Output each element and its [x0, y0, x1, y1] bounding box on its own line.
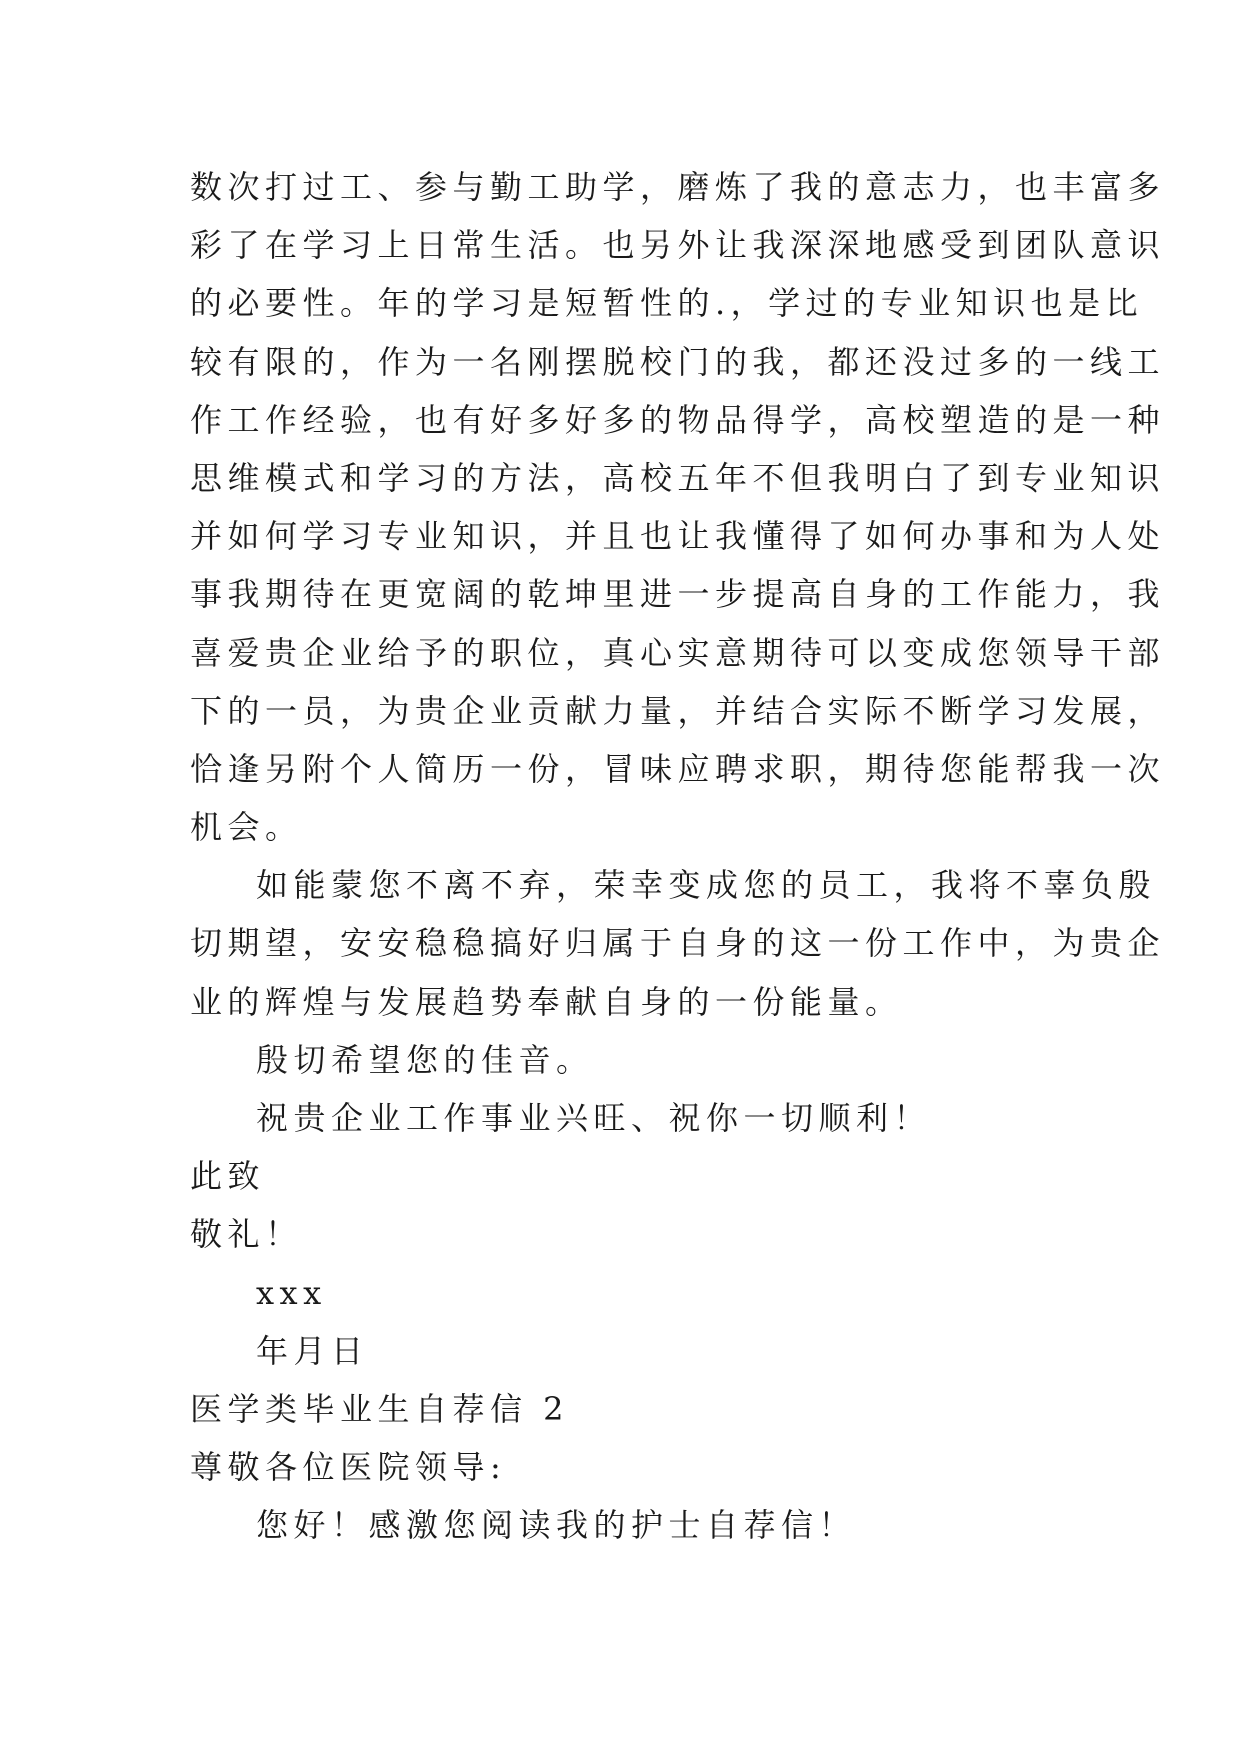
text-line: 彩了在学习上日常生活。也另外让我深深地感受到团队意识: [190, 226, 1166, 265]
closing-blessing: 祝贵企业工作事业兴旺、祝你一切顺利！: [256, 1099, 932, 1137]
text-line: 恰逢另附个人简历一份，冒味应聘求职，期待您能帮我一次: [190, 749, 1166, 788]
section-title: 医学类毕业生自荐信 2: [190, 1389, 570, 1428]
text-line: 思维模式和学习的方法，高校五年不但我明白了到专业知识: [190, 458, 1166, 497]
text-line: 下的一员，为贵企业贡献力量，并结合实际不断学习发展，: [190, 691, 1166, 730]
letter-greeting: 尊敬各位医院领导:: [190, 1448, 507, 1487]
signature-name: xxx: [256, 1273, 327, 1312]
paragraph-first-line: 如能蒙您不离不弃，荣幸变成您的员工，我将不辜负殷: [256, 866, 1157, 905]
salutation-jingli: 敬礼！: [190, 1215, 303, 1254]
text-line: 切期望，安安稳稳搞好归属于自身的这一份工作中，为贵企: [190, 924, 1166, 963]
text-line: 事我期待在更宽阔的乾坤里进一步提高自身的工作能力，我: [190, 575, 1166, 614]
text-line: 作工作经验，也有好多好多的物品得学，高校塑造的是一种: [190, 400, 1166, 439]
text-line: 喜爱贵企业给予的职位，真心实意期待可以变成您领导干部: [190, 633, 1166, 672]
letter-opening: 您好！感激您阅读我的护士自荐信！: [256, 1506, 857, 1545]
document-body: [190, 158, 1166, 1555]
text-line: 较有限的，作为一名刚摆脱校门的我，都还没过多的一线工: [190, 342, 1166, 381]
salutation-cizhi: 此致: [190, 1157, 266, 1196]
text-line: 业的辉煌与发展趋势奉献自身的一份能量。: [190, 982, 903, 1021]
closing-wish: 殷切希望您的佳音。: [256, 1040, 594, 1079]
text-line: 数次打过工、参与勤工助学，磨炼了我的意志力，也丰富多: [190, 168, 1166, 206]
text-line: 机会。: [190, 808, 303, 847]
text-line: 的必要性。年的学习是短暂性的.，学过的专业知识也是比: [190, 284, 1144, 323]
signature-date: 年月日: [256, 1331, 369, 1370]
text-line: 并如何学习专业知识，并且也让我懂得了如何办事和为人处: [190, 517, 1166, 556]
